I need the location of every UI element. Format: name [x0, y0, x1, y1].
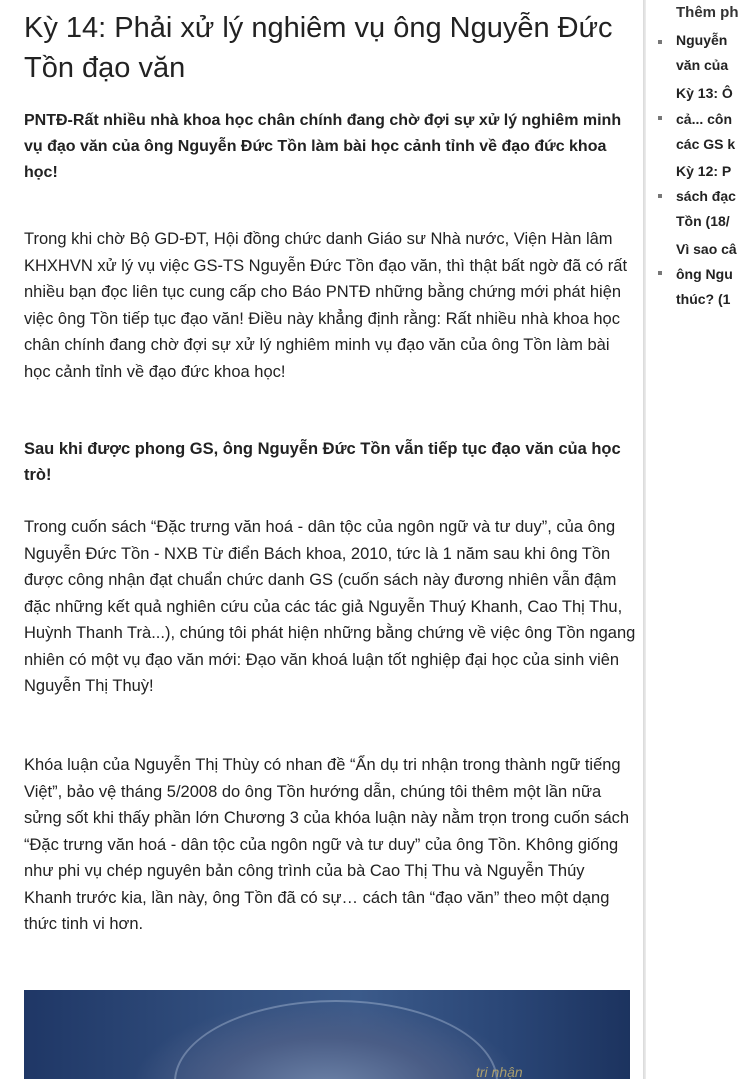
- bullet-icon: [658, 194, 662, 198]
- related-articles-sidebar: [646, 0, 750, 1079]
- bullet-icon: [658, 116, 662, 120]
- related-link-3-line-1[interactable]: Kỳ 12: P: [676, 163, 732, 179]
- related-link-4-line-3[interactable]: thúc? (1: [676, 291, 731, 307]
- related-link-4-line-2[interactable]: ông Ngu: [676, 266, 733, 282]
- article-photo: [24, 990, 630, 1079]
- related-link-2-line-3[interactable]: các GS k: [676, 136, 736, 152]
- photo-brain-shape: [174, 1000, 498, 1079]
- article-paragraph-3: Khóa luận của Nguyễn Thị Thùy có nhan đề “Ẩn dụ tri nhận trong thành ngữ tiếng Việt”, bảo vệ tháng 5/2008 do ông Tồn hướng dẫn, chúng tôi thêm một lần nữa sửng sốt khi thấy phần lớn Chương 3 của khóa luận này nằm trọn trong cuốn sách “Đặc trưng văn hoá - dân tộc của ngôn ngữ và tư duy” của ông Tồn. Không giống như phi vụ chép nguyên bản công trình của bà Cao Thị Thu và Nguyễn Thúy Khanh trước kia, lần này, ông Tồn đã có sự… cách tân “đạo văn” theo một dạng thức tinh vi hơn.: [24, 756, 630, 933]
- related-link-2-line-2[interactable]: cả... côn: [676, 111, 733, 127]
- related-link-1-line-2[interactable]: văn của: [676, 57, 729, 73]
- article-sapo: PNTĐ-Rất nhiều nhà khoa học chân chính đang chờ đợi sự xử lý nghiêm minh vụ đạo văn của ông Nguyễn Đức Tồn làm bài học cảnh tỉnh về đạo đức khoa học!: [24, 112, 622, 181]
- related-link-2-line-1[interactable]: Kỳ 13: Ô: [676, 85, 733, 101]
- related-link-3-line-2[interactable]: sách đạc: [676, 188, 736, 204]
- related-link-1-line-1[interactable]: Nguyễn: [676, 32, 728, 48]
- article-title: Kỳ 14: Phải xử lý nghiêm vụ ông Nguyễn Đức Tồn đạo văn: [24, 12, 613, 84]
- article-paragraph-1: Trong khi chờ Bộ GD-ĐT, Hội đồng chức danh Giáo sư Nhà nước, Viện Hàn lâm KHXHVN xử lý vụ việc GS-TS Nguyễn Đức Tồn đạo văn, thì thật bất ngờ đã có rất nhiều bạn đọc liên tục cung cấp cho Báo PNTĐ những bằng chứng mới phát hiện việc ông Tồn tiếp tục đạo văn! Điều này khẳng định rằng: Rất nhiều nhà khoa học chân chính đang chờ đợi sự xử lý nghiêm minh vụ đạo văn của ông Tồn làm bài học cảnh tỉnh về đạo đức khoa học!: [24, 230, 628, 381]
- article-paragraph-2: Trong cuốn sách “Đặc trưng văn hoá - dân tộc của ngôn ngữ và tư duy”, của ông Nguyễn Đức Tồn - NXB Từ điển Bách khoa, 2010, tức là 1 năm sau khi ông Tồn được công nhận đạt chuẩn chức danh GS (cuốn sách này đương nhiên vẫn đậm đặc những kết quả nghiên cứu của các tác giả Nguyễn Thuý Khanh, Cao Thị Thu, Huỳnh Thanh Trà...), chúng tôi phát hiện những bằng chứng về việc ông Tồn ngang nhiên có một vụ đạo văn mới: Đạo văn khoá luận tốt nghiệp đại học của sinh viên Nguyễn Thị Thuỳ!: [24, 518, 636, 695]
- photo-cover-text: tri nhận: [476, 1064, 523, 1079]
- related-link-4-line-1[interactable]: Vì sao câ: [676, 241, 737, 257]
- related-heading: Thêm ph: [676, 4, 739, 21]
- related-link-3-line-3[interactable]: Tồn (18/: [676, 213, 730, 229]
- bullet-icon: [658, 40, 662, 44]
- article-subheading: Sau khi được phong GS, ông Nguyễn Đức Tồn vẫn tiếp tục đạo văn của học trò!: [24, 440, 621, 484]
- bullet-icon: [658, 271, 662, 275]
